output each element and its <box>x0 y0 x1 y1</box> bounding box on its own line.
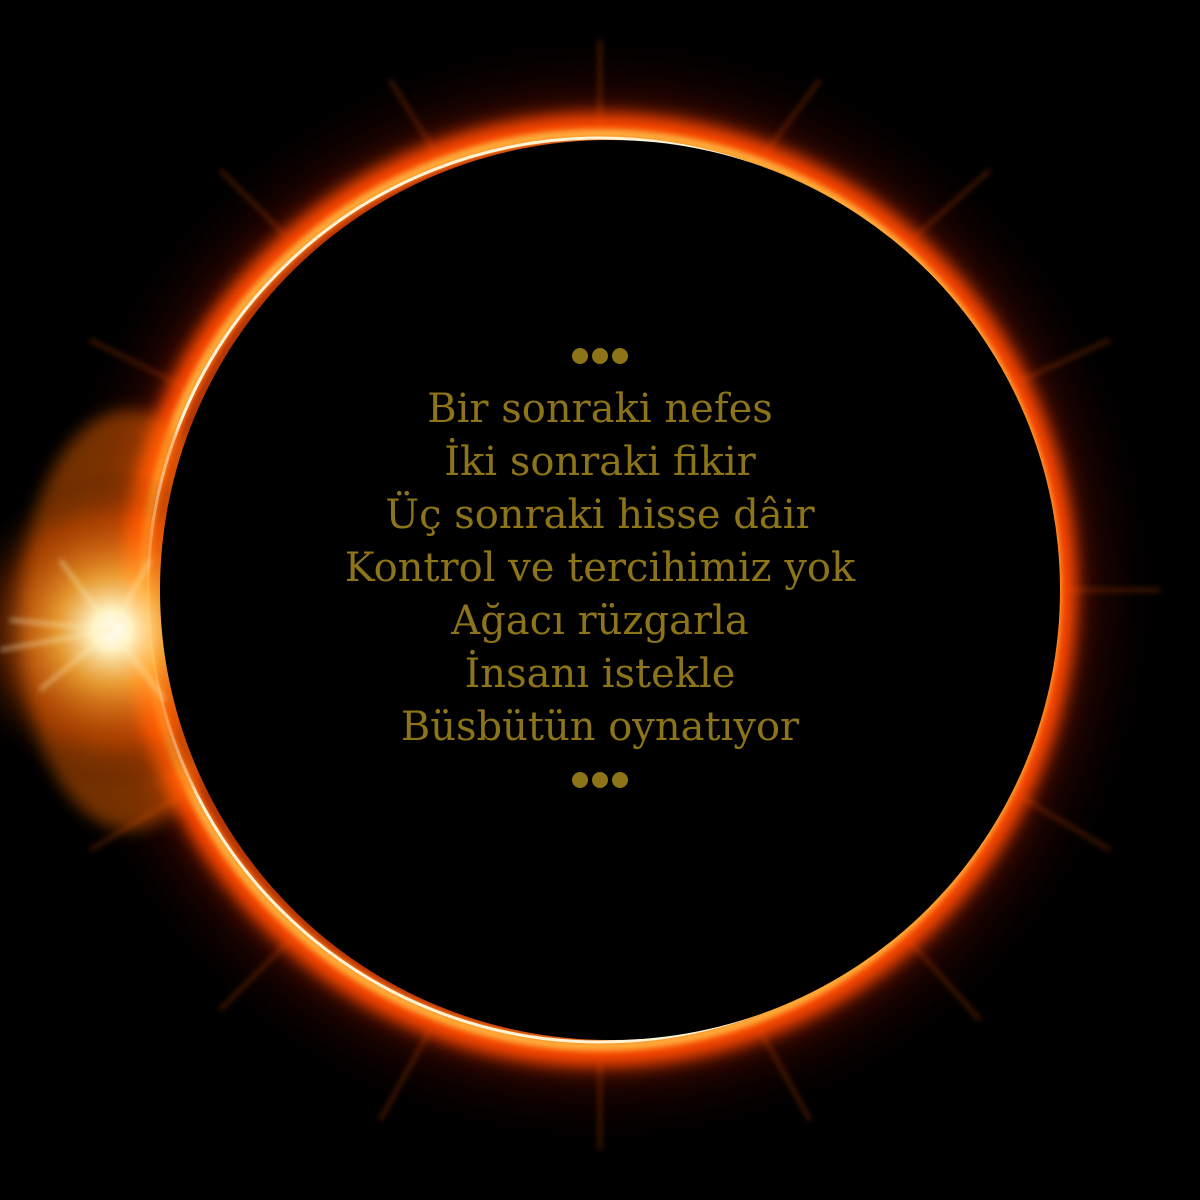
poem-line-3: Üç sonraki hisse dâir <box>385 492 815 538</box>
poem-text-block <box>250 330 950 807</box>
poem-line-7: Büsbütün oynatıyor <box>400 704 800 750</box>
dots-ornament-icon <box>570 768 630 792</box>
dots-ornament-icon <box>570 344 630 368</box>
poem-line-5: Ağacı rüzgarla <box>451 598 749 644</box>
poem-line-6: İnsanı istekle <box>464 651 736 697</box>
ornament-top <box>250 330 950 383</box>
poem-line-2: İki sonraki fikir <box>444 439 756 485</box>
poem-line-1: Bir sonraki nefes <box>427 386 773 432</box>
poem-line-4: Kontrol ve tercihimiz yok <box>344 545 856 591</box>
ornament-bottom <box>250 754 950 807</box>
